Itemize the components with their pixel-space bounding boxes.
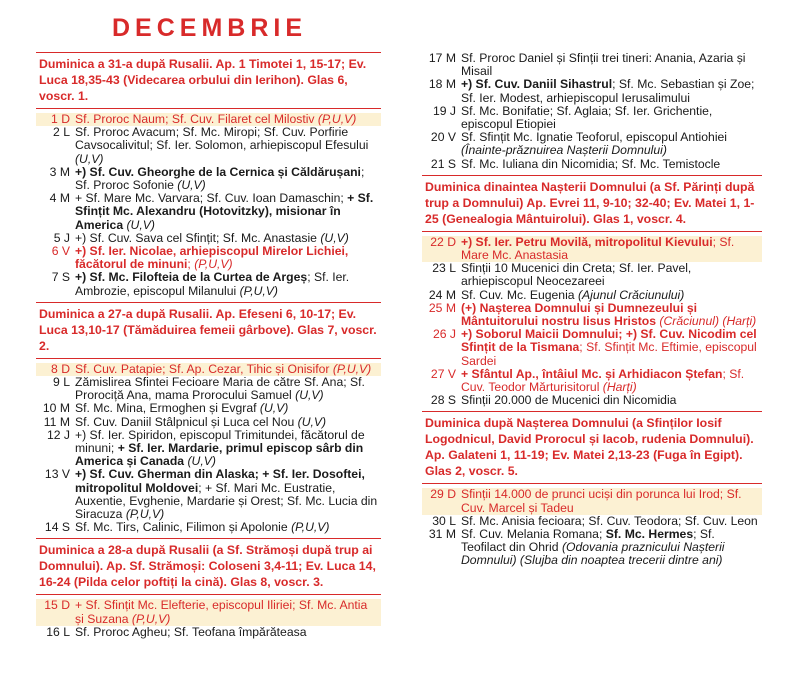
feast-text: Sf. Cuv. Mc. Eugenia [461,287,578,302]
day-number: 15 D [44,598,70,613]
bold-feast-text: + Sf. Sfințit Mc. Alexandru (Hotovitzky), misionar în America [75,191,374,232]
day-feasts [461,131,762,157]
day-feasts [461,328,762,368]
italic-note: (Videcarea orbului din Ierihon) [123,73,301,87]
italic-note: (P,U,V) [131,611,171,626]
feast-text: ; Sf. Teofilact din Ohrid [461,527,715,555]
day-number: 3 M [49,164,70,179]
calendar-day-row [422,236,762,262]
bold-feast-text: +) Sf. Cuv. Gheorghe de la Cernica și Căldărușani [75,164,361,179]
day-feasts [461,394,762,407]
day-feasts [75,468,381,521]
day-feasts [75,521,381,534]
calendar-day-row [422,158,762,171]
feast-text: ; [187,257,195,272]
calendar-day-row [422,528,762,568]
feast-text: Ap. Evrei 11, 9-10; 32-40; Ev. Matei 1, 1-25 [425,195,755,226]
day-number: 7 S [51,270,70,285]
feast-text: Sfinții 20.000 de Mucenici din Nicomidia [461,393,677,408]
italic-note: (P,U,V) [291,520,330,535]
italic-note: (Fuga în Egipt) [653,448,740,463]
day-number: 24 M [428,287,456,302]
italic-note: (Harți) [602,380,637,395]
feast-text: . Glas 8, voscr. 3. [223,575,324,590]
calendar-day-row [36,468,381,521]
italic-note: (Pilda celor poftiți la cină) [73,575,224,590]
feast-text: Duminica a 27-a după Rusalii. Ap. Efeseni 6, 10-17; Ev. Luca 13,10-17 [39,306,357,337]
day-number: 4 M [49,191,70,206]
italic-note: (U,V) [297,414,327,429]
page-title: DECEMBRIE [112,14,308,42]
day-feasts [75,626,381,639]
italic-note: (U,V) [126,217,155,232]
day-number: 11 M [43,414,70,429]
day-feasts [461,158,762,171]
day-number: 31 M [428,527,456,542]
day-number: 10 M [42,401,70,416]
day-number: 22 D [430,234,456,249]
calendar-day-row [422,394,762,407]
calendar-day-row [36,271,381,297]
italic-note: (Odovania praznicului Nașterii Domnului) (Slujba din noaptea trecerii dintre ani) [461,540,725,568]
day-number: 29 D [430,487,456,502]
feast-text: Sf. Cuv. Melania Romana; [461,527,606,542]
feast-text: ; + Sf. Mari Mc. Eustratie, Auxentie, Evghenie, Mardarie și Orest; Sf. Mc. Lucia din Siracuza [75,480,378,522]
italic-note: (U,V) [177,178,206,193]
italic-note: (Tămăduirea femeii gârbove) [123,322,291,337]
italic-note: (Înainte-prăznuirea Nașterii Domnului) [461,143,667,158]
feast-text: Sfinții 14.000 de prunci uciși din porunca lui Irod; Sf. Cuv. Marcel și Tadeu [461,487,742,515]
feast-text: Duminica după Nașterea Domnului [425,416,633,431]
italic-note: (P,U,V) [332,361,372,376]
day-number: 14 S [44,520,70,535]
feast-text: . Glas 1, voscr. 4. [586,211,687,226]
day-number: 27 V [430,366,456,381]
feast-text: . Glas 2, voscr. 5. [425,448,743,479]
day-feasts [75,376,381,402]
italic-note: (P,U,V) [317,112,357,126]
day-feasts [461,52,762,78]
calendar-day-row [36,626,381,639]
calendar-day-row [422,368,762,394]
bold-feast-text: + Sfântul Ap., întâiul Mc. și Arhidiacon Ștefan [461,366,723,381]
calendar-day-row [422,131,762,157]
day-number: 9 L [53,375,70,390]
italic-note: (U,V) [320,230,349,245]
feast-text: ; Sf. Sfințit Mc. Eftimie, episcopul Sardei [461,340,757,368]
day-number: 26 J [432,327,456,342]
calendar-day-row [422,105,762,131]
calendar-day-row [36,521,381,534]
feast-text: Sf. Mc. Bonifatie; Sf. Aglaia; Sf. Ier. Grichentie, episcopul Etiopiei [461,103,713,132]
day-number: 5 J [53,230,70,245]
day-number: 28 S [430,393,456,408]
day-number: 13 V [44,467,70,482]
day-feasts [461,262,762,288]
italic-note: (P,U,V) [125,507,165,522]
feast-text: Sfinții 10 Mucenici din Creta; Sf. Ier. Pavel, arhiepiscopul Neocezareei [461,261,692,289]
calendar-day-row [36,245,381,271]
feast-text: ; Sf. Proroc Sofonie [75,164,365,193]
feast-text: Sf. Mc. Iuliana din Nicomidia; Sf. Mc. Temistocle [461,156,721,171]
feast-text: Sf. Cuv. Patapie; Sf. Ap. Cezar, Tihic și Onisifor [75,361,333,376]
day-feasts [461,528,762,568]
feast-text: . Ap. Galateni 1, 11-19; Ev. Matei 2,13-23 [425,432,754,463]
day-number: 16 L [46,624,70,639]
feast-text: +) Sf. Cuv. Sava cel Sfințit; Sf. Mc. Anastasie [75,230,321,245]
feast-text: Sf. Proroc Daniel și Sfinții trei tineri: Anania, Azaria și Misail [461,51,746,79]
day-number: 1 D [51,112,70,126]
feast-text: + Sf. Mare Mc. Varvara; Sf. Cuv. Ioan Damaschin; [75,191,348,206]
day-number: 18 M [428,77,456,92]
calendar-day-row [36,192,381,232]
calendar-day-row [422,302,762,328]
feast-text: ; Sf. Mc. Sebastian și Zoe; Sf. Ier. Modest, arhiepiscopul Ierusalimului [461,77,755,105]
feast-text: Sf. Proroc Naum; Sf. Cuv. Filaret cel Milostiv [75,112,318,126]
italic-note: (P,U,V) [194,257,233,272]
bold-feast-text: +) Soborul Maicii Domnului; +) Sf. Cuv. Nicodim cel Sfințit de la Tismana [461,327,757,355]
bold-feast-text: +) Sf. Ier. Nicolae, arhiepiscopul Mirelor Lichiei, făcătorul de minuni [75,244,349,272]
sunday-heading [422,175,762,232]
calendar-day-row [36,376,381,402]
day-feasts [461,105,762,131]
italic-note: (Ajunul Crăciunului) [577,287,685,302]
calendar-day-row [422,78,762,104]
day-feasts [75,429,381,469]
day-number: 8 D [51,361,70,376]
left-column [36,52,381,639]
day-number: 6 V [51,244,70,259]
day-feasts [461,368,762,394]
italic-note: (U,V) [295,388,324,403]
calendar-day-row [36,126,381,166]
day-number: 2 L [53,125,70,140]
day-feasts [461,488,762,514]
feast-text: Sf. Sfințit Mc. Ignatie Teoforul, episcopul Antiohiei [461,130,728,145]
feast-text: . Ap. Sf. Strămoși: Coloseni 3,4-11; Ev. Luca 14, 16-24 [39,559,376,590]
italic-note: (a Sfinților Iosif Logodnicul, David Prorocul și Iacob, rudenia Domnului) [425,416,751,447]
calendar-day-row [36,166,381,192]
feast-text: +) Sf. Ier. Spiridon, episcopul Trimitundei, făcătorul de minuni; [75,427,365,456]
calendar-day-row [422,262,762,288]
calendar-day-row [36,599,381,625]
day-number: 17 M [428,51,456,65]
sunday-heading [36,302,381,359]
day-feasts [75,126,381,166]
sunday-heading [422,411,762,484]
day-number: 12 J [46,427,70,442]
bold-feast-text: +) Sf. Cuv. Daniil Sihastrul [461,77,613,92]
day-number: 19 J [432,103,456,118]
italic-note: (U,V) [259,401,289,416]
feast-text: Sf. Mc. Anisia fecioara; Sf. Cuv. Teodora; Sf. Cuv. Leon [461,513,758,528]
italic-note: (a Sf. Părinți după trup a Domnului) [425,179,755,210]
feast-text: ; Sf. Mare Mc. Anastasia [461,234,735,263]
day-feasts [75,599,381,625]
feast-text: . Glas 6, voscr. 1. [39,73,348,103]
feast-text: Duminica a 28-a după Rusalii [39,543,213,558]
day-feasts [75,166,381,192]
calendar-day-row [422,488,762,514]
feast-text: Sf. Mc. Mina, Ermoghen și Evgraf [75,401,260,416]
italic-note: (Crăciunul) (Harți) [659,314,757,329]
day-number: 20 V [430,130,456,145]
italic-note: (U,V) [187,454,216,469]
feast-text: Sf. Mc. Tirs, Calinic, Filimon și Apolonie [75,520,292,535]
bold-feast-text: + Sf. Ier. Mardarie, primul episcop sârb din America și Canada [75,441,364,469]
day-number: 25 M [428,300,456,315]
italic-note: (a Sf. Strămoși după trup ai Domnului) [39,543,373,574]
day-feasts [75,271,381,297]
feast-text: Sf. Proroc Agheu; Sf. Teofana împărăteasa [75,624,307,639]
feast-text: Sf. Cuv. Daniil Stâlpnicul și Luca cel Nou [75,414,298,429]
day-number: 30 L [432,513,456,528]
feast-text: Zămislirea Sfintei Fecioare Maria de către Sf. Ana; Sf. Prorociță Ana, mama Prorocului Samuel [75,375,365,403]
italic-note: (P,U,V) [239,283,278,298]
right-column [422,52,762,568]
day-feasts [461,78,762,104]
feast-text: Sf. Proroc Avacum; Sf. Mc. Miropi; Sf. Cuv. Porfirie Cavsocalivitul; Sf. Ier. Solomon, arhiepiscopul Efesului [75,125,369,153]
sunday-heading [36,538,381,595]
bold-feast-text: +) Sf. Cuv. Gherman din Alaska; + Sf. Ier. Dosoftei, mitropolitul Moldovei [75,467,365,495]
day-number: 23 L [432,261,456,276]
calendar-day-row [422,328,762,368]
day-feasts [461,236,762,262]
day-number: 21 S [430,156,456,171]
italic-note: (U,V) [75,151,104,166]
bold-feast-text: (+) Nașterea Domnului și Dumnezeului și Mântuitorului nostru Iisus Hristos [461,300,698,329]
bold-feast-text: +) Sf. Ier. Petru Movilă, mitropolitul Kievului [461,234,713,249]
feast-text: + Sf. Sfințit Mc. Elefterie, episcopul Iliriei; Sf. Mc. Antia și Suzana [75,598,368,626]
italic-note: (Genealogia Mântuirolui) [442,211,587,226]
day-feasts [75,245,381,271]
bold-feast-text: Sf. Mc. Hermes [605,527,694,542]
feast-text: . Glas 7, voscr. 2. [39,322,377,353]
calendar-day-row [36,429,381,469]
bold-feast-text: +) Sf. Mc. Filofteia de la Curtea de Argeș [75,270,308,285]
calendar-day-row [422,52,762,78]
feast-text: ; Sf. Cuv. Teodor Mărturisitorul [461,366,745,395]
day-feasts [75,192,381,232]
feast-text: Duminica a 31-a după Rusalii. Ap. 1 Timotei 1, 15-17; Ev. Luca 18,35-43 [39,57,367,87]
feast-text: ; Sf. Ier. Ambrozie, episcopul Milanului [75,270,350,298]
day-feasts [461,302,762,328]
sunday-heading [36,52,381,109]
feast-text: Duminica dinaintea Nașterii Domnului [425,179,650,194]
